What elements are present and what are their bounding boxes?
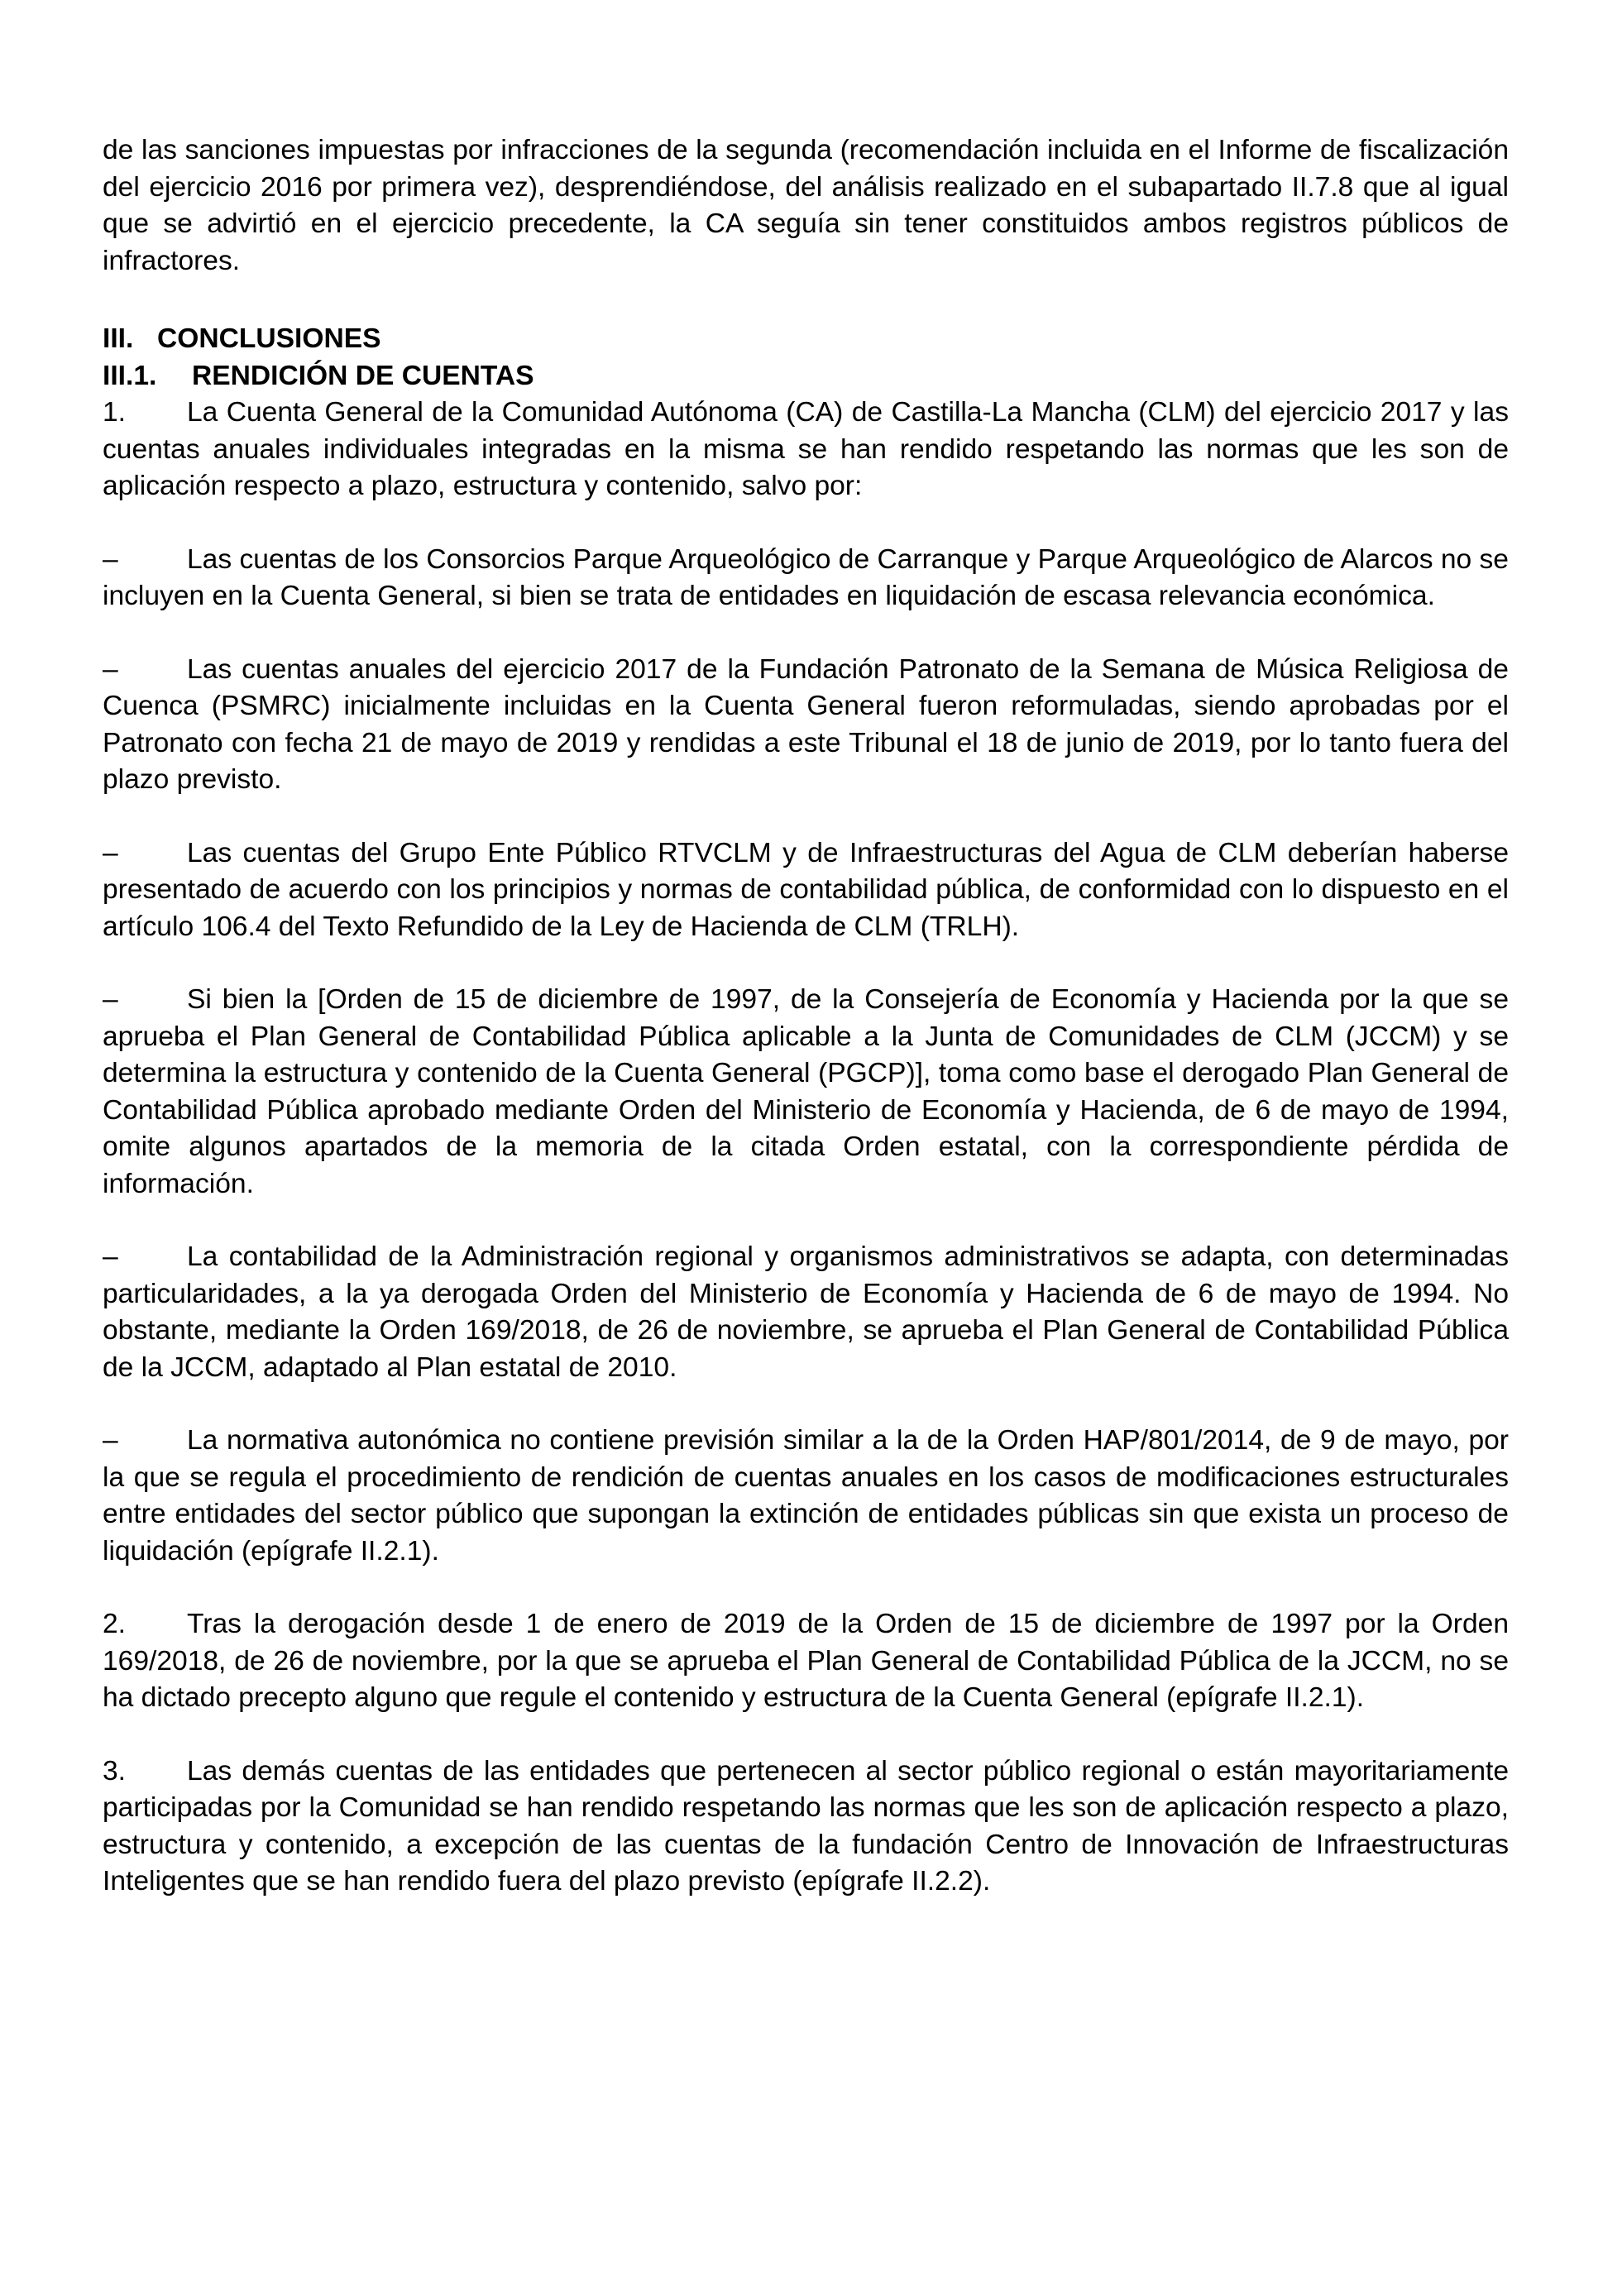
bullet-text: Las cuentas anuales del ejercicio 2017 de la Fundación Patronato de la Semana de Música Religiosa de Cuenca (PSMRC) inicialmente incluidas en la Cuenta General fueron reformuladas, siendo aprobadas por el Patronato con fecha 21 de mayo de 2019 y rendidas a este Tribunal el 18 de junio de 2019, por lo tanto fuera del plazo previsto. [103,653,1509,795]
item-text: Las demás cuentas de las entidades que pertenecen al sector público regional o están mayoritariamente participadas por la Comunidad se han rendido respetando las normas que les son de aplicación respecto a plazo, estructura y contenido, a excepción de las cuentas de la fundación Centro de Innovación de Infraestructuras Inteligentes que se han rendido fuera del plazo previsto (epígrafe II.2.2). [103,1755,1509,1897]
item-number: 3. [103,1755,127,1787]
item-number: 2. [103,1609,127,1639]
bullet-item [103,1239,1509,1386]
item-text: La Cuenta General de la Comunidad Autónoma (CA) de Castilla-La Mancha (CLM) del ejercicio 2017 y las cuentas anuales individuales integradas en la misma se han rendido respetando las normas que les son de aplicación respecto a plazo, estructura y contenido, salvo por: [103,397,1509,501]
dash-marker: – [103,1241,118,1272]
bullet-text: Las cuentas de los Consorcios Parque Arqueológico de Carranque y Parque Arqueológico de Alarcos no se incluyen en la Cuenta General, si bien se trata de entidades en liquidación de escasa relevancia económica. [103,543,1509,611]
bullet-item [103,982,1509,1203]
bullet-text: La normativa autonómica no contiene previsión similar a la de la Orden HAP/801/2014, de 9 de mayo, por la que se regula el procedimiento de rendición de cuentas anuales en los casos de modificaciones estructurales entre entidades del sector público que supongan la extinción de entidades públicas sin que exista un proceso de liquidación (epígrafe II.2.1). [103,1425,1509,1567]
bullet-item [103,542,1509,615]
subsection-number: III.1. [103,360,157,391]
dash-marker: – [103,1425,118,1456]
bullet-text: Si bien la [Orden de 15 de diciembre de 1997, de la Consejería de Economía y Hacienda por la que se aprueba el Plan General de Contabilidad Pública aplicable a la Junta de Comunidades de CLM (JCCM) y se determina la estructura y contenido de la Cuenta General (PGCP)], toma como base el derogado Plan General de Contabilidad Pública aprobado mediante Orden del Ministerio de Economía y Hacienda, de 6 de mayo de 1994, omite algunos apartados de la memoria de la citada Orden estatal, con la correspondiente pérdida de información. [103,984,1509,1199]
conclusion-item [103,1753,1509,1901]
conclusion-item [103,395,1509,505]
conclusion-item [103,1606,1509,1717]
bullet-item [103,652,1509,799]
section-number: III. [103,323,134,354]
dash-marker: – [103,837,118,868]
dash-marker: – [103,653,118,685]
item-text: Tras la derogación desde 1 de enero de 2019 de la Orden de 15 de diciembre de 1997 por la Orden 169/2018, de 26 de noviembre, por la que se aprueba el Plan General de Contabilidad Pública de la JCCM, no se ha dictado precepto alguno que regule el contenido y estructura de la Cuenta General (epígrafe II.2.1). [103,1609,1509,1713]
subsection-heading [103,358,1509,395]
section-title: CONCLUSIONES [157,323,381,354]
bullet-item [103,1423,1509,1570]
bullet-text: Las cuentas del Grupo Ente Público RTVCLM y de Infraestructuras del Agua de CLM deberían haberse presentado de acuerdo con los principios y normas de contabilidad pública, de conformidad con lo dispuesto en el artículo 106.4 del Texto Refundido de la Ley de Hacienda de CLM (TRLH). [103,837,1509,942]
dash-marker: – [103,984,118,1015]
intro-paragraph: de las sanciones impuestas por infracciones de la segunda (recomendación incluida en el Informe de fiscalización del ejercicio 2016 por primera vez), desprendiéndose, del análisis realizado en el subapartado II.7.8 que al igual que se advirtió en el ejercicio precedente, la CA seguía sin tener constituidos ambos registros públicos de infractores. [103,135,1509,276]
dash-marker: – [103,543,118,575]
item-number: 1. [103,397,127,428]
document-page [103,132,1509,1901]
subsection-title: RENDICIÓN DE CUENTAS [192,360,534,391]
bullet-item [103,835,1509,946]
section-heading [103,321,1509,358]
bullet-text: La contabilidad de la Administración regional y organismos administrativos se adapta, con determinadas particularidades, a la ya derogada Orden del Ministerio de Economía y Hacienda de 6 de mayo de 1994. No obstante, mediante la Orden 169/2018, de 26 de noviembre, se aprueba el Plan General de Contabilidad Pública de la JCCM, adaptado al Plan estatal de 2010. [103,1241,1509,1383]
